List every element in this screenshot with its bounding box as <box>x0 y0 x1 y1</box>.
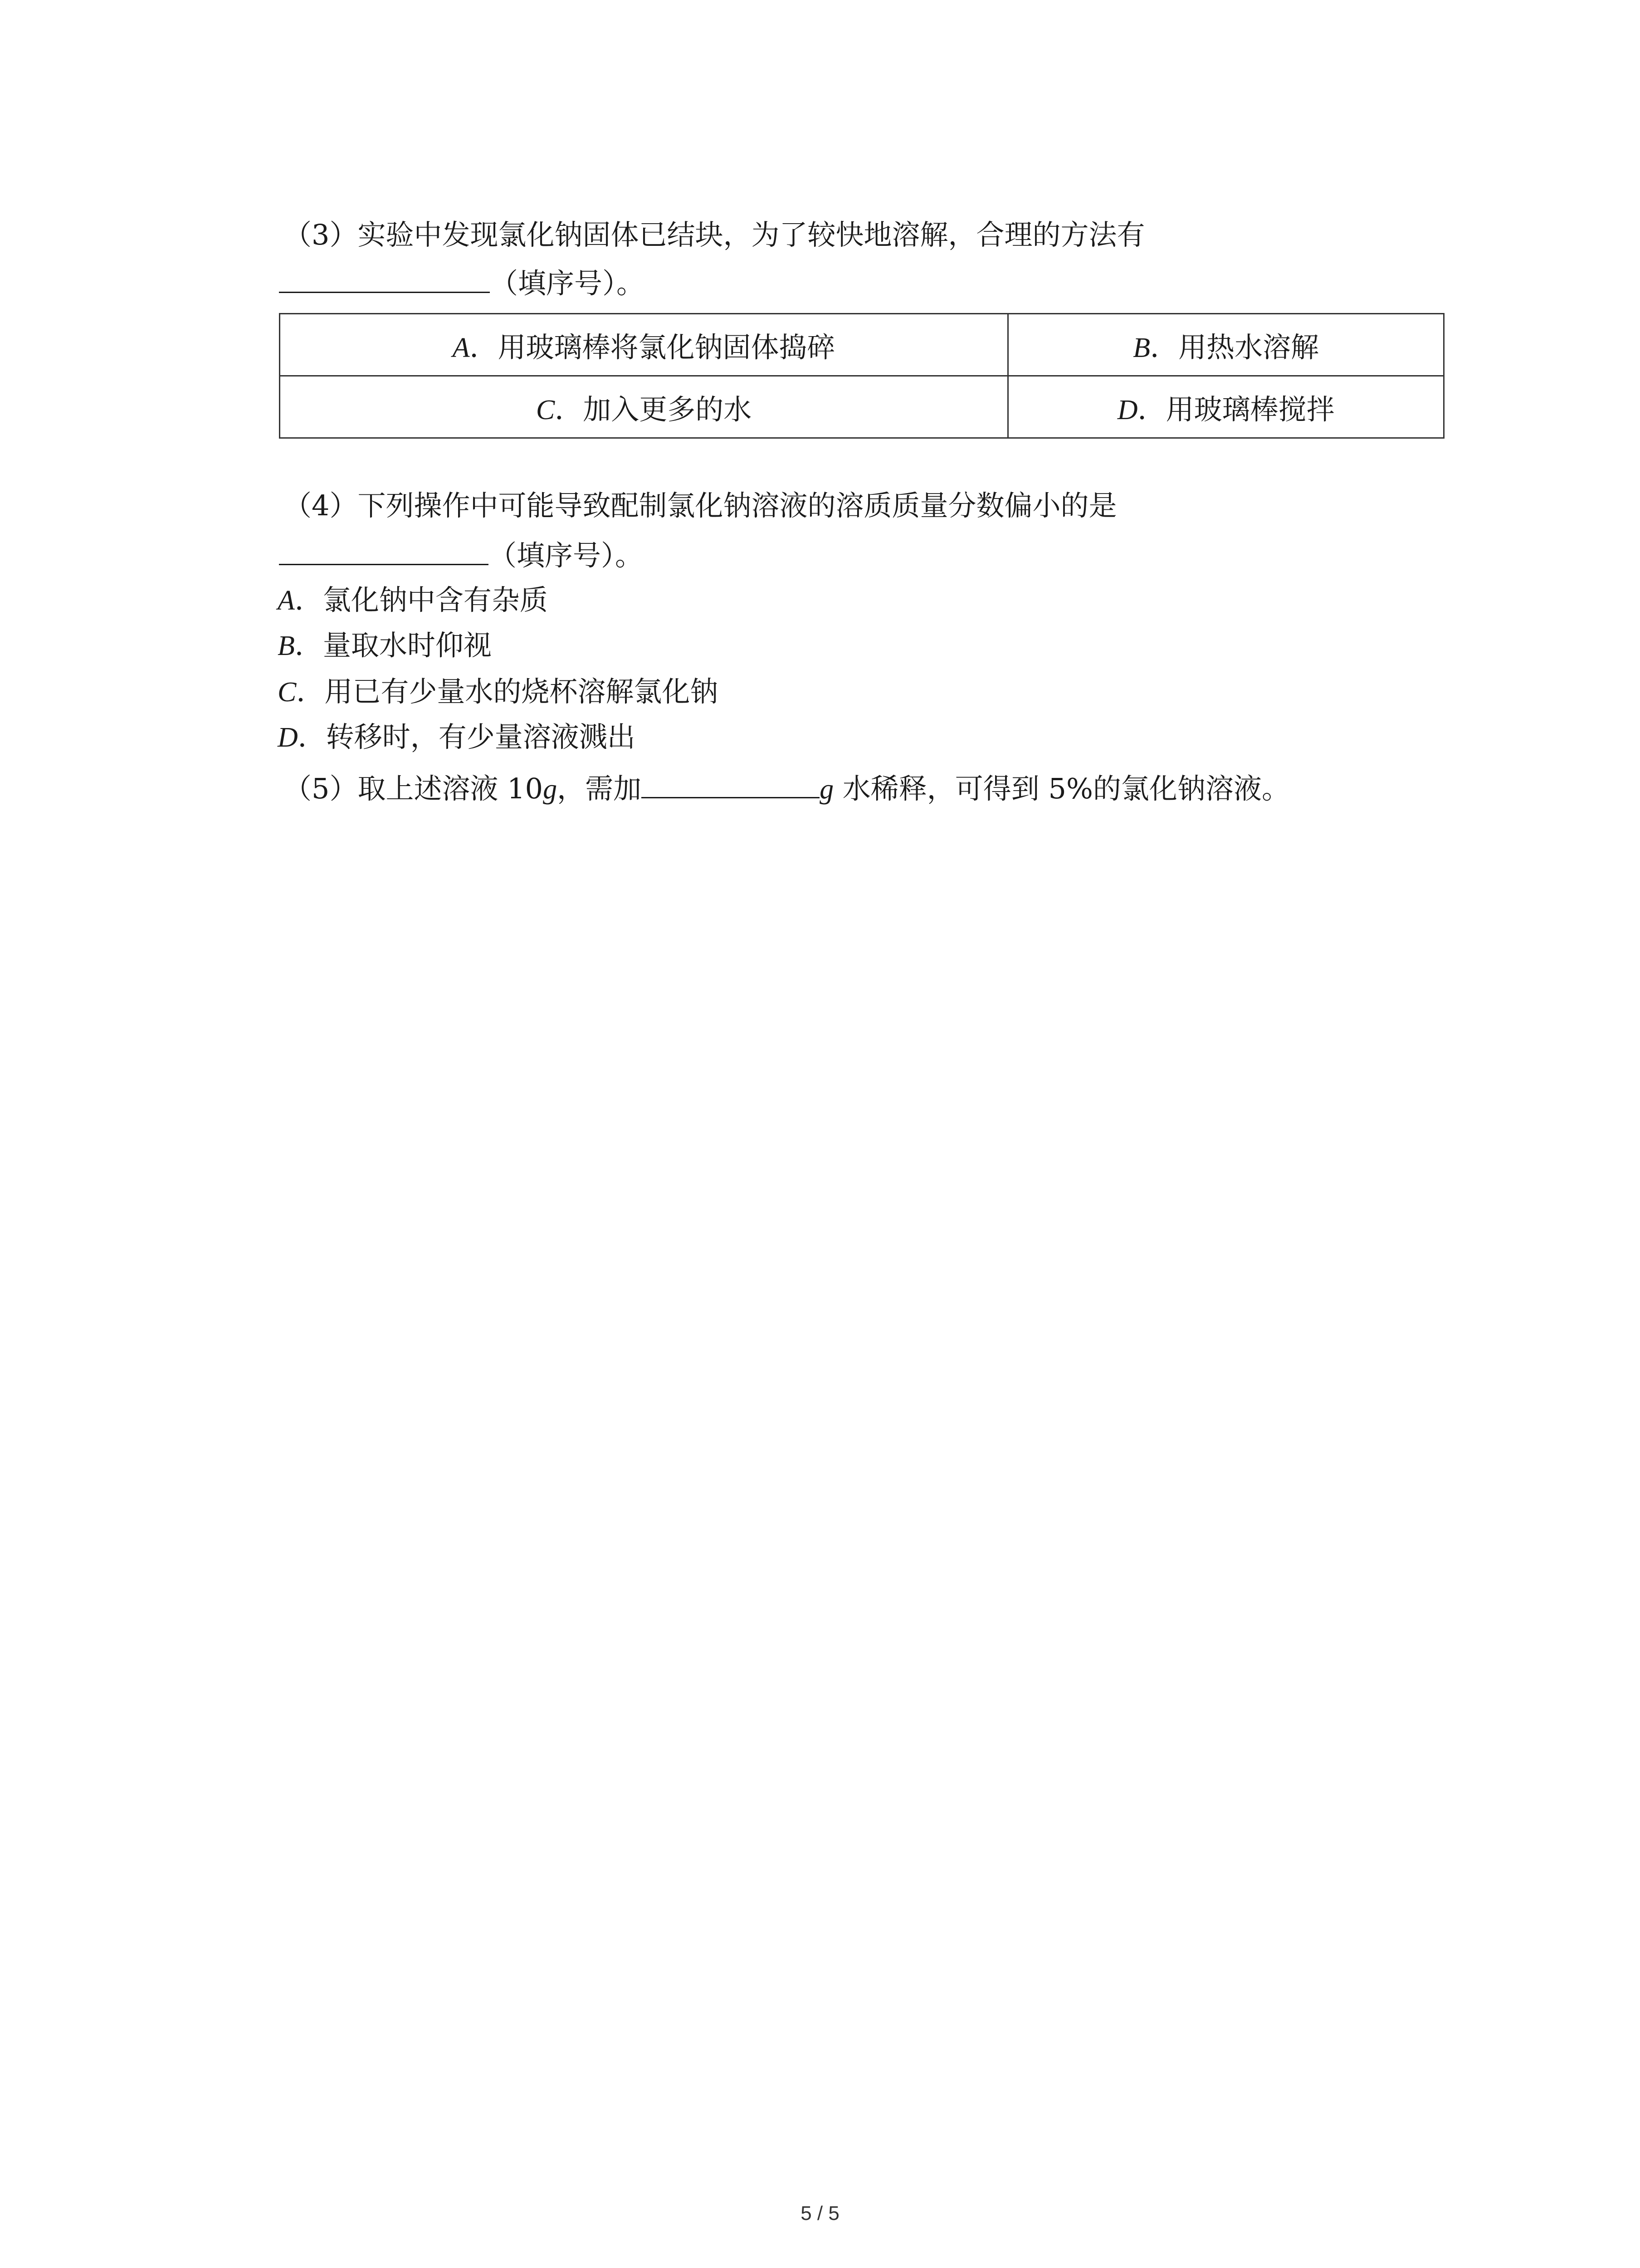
q4-fill-line <box>279 537 643 574</box>
option-letter: D <box>1117 394 1138 425</box>
option-letter: C <box>278 677 297 708</box>
table-row <box>280 376 1444 438</box>
option-text: ．转移时，有少量溶液溅出 <box>298 720 635 753</box>
q4-fill-hint: （填序号）。 <box>488 539 644 572</box>
option-letter: A <box>452 332 470 363</box>
option-text: ．量取水时仰视 <box>294 629 492 662</box>
q5-part3: 水稀释，可得到 5%的氯化钠溶液。 <box>834 772 1290 805</box>
q3-answer-blank[interactable] <box>279 264 490 293</box>
option-text: ．用已有少量水的烧杯溶解氯化钠 <box>296 675 718 708</box>
q3-options-table <box>279 313 1445 439</box>
option-letter: A <box>278 585 295 616</box>
q3-fill-hint: （填序号）。 <box>490 267 645 300</box>
option-letter: B <box>278 631 295 661</box>
q4-stem-text: （4）下列操作中可能导致配制氯化钠溶液的溶质质量分数偏小的是 <box>283 489 1117 522</box>
q3-stem-text: （3）实验中发现氯化钠固体已结块，为了较快地溶解，合理的方法有 <box>283 218 1145 251</box>
q5-unit-grams-1: g <box>543 774 557 805</box>
q4-option-a <box>278 582 548 619</box>
q4-option-b <box>278 627 492 664</box>
option-letter: C <box>536 394 555 425</box>
q3-option-c <box>280 376 1008 438</box>
q4-stem <box>283 488 1117 524</box>
q5-part1: （5）取上述溶液 10 <box>283 772 543 805</box>
q5-part2: ，需加 <box>557 772 642 805</box>
option-text: ．用玻璃棒将氯化钠固体捣碎 <box>469 330 835 364</box>
page-number: 5 / 5 <box>800 2202 840 2224</box>
option-text: ．氯化钠中含有杂质 <box>294 583 548 616</box>
table-row <box>280 314 1444 376</box>
option-letter: D <box>278 722 298 753</box>
q3-stem <box>283 217 1145 253</box>
option-text: ．加入更多的水 <box>555 392 752 426</box>
q4-option-c <box>278 674 718 710</box>
q4-option-d <box>278 719 635 756</box>
option-letter: B <box>1133 332 1151 363</box>
option-text: ．用热水溶解 <box>1150 330 1319 364</box>
q3-option-b <box>1008 314 1444 376</box>
q5-unit-grams-2: g <box>820 774 834 805</box>
q5-answer-blank[interactable] <box>641 770 820 798</box>
q3-option-d <box>1008 376 1444 438</box>
q4-answer-blank[interactable] <box>279 537 488 565</box>
q3-option-a <box>280 314 1008 376</box>
option-text: ．用玻璃棒搅拌 <box>1137 392 1335 426</box>
q3-fill-line <box>279 264 644 302</box>
q5-line <box>283 770 1290 807</box>
